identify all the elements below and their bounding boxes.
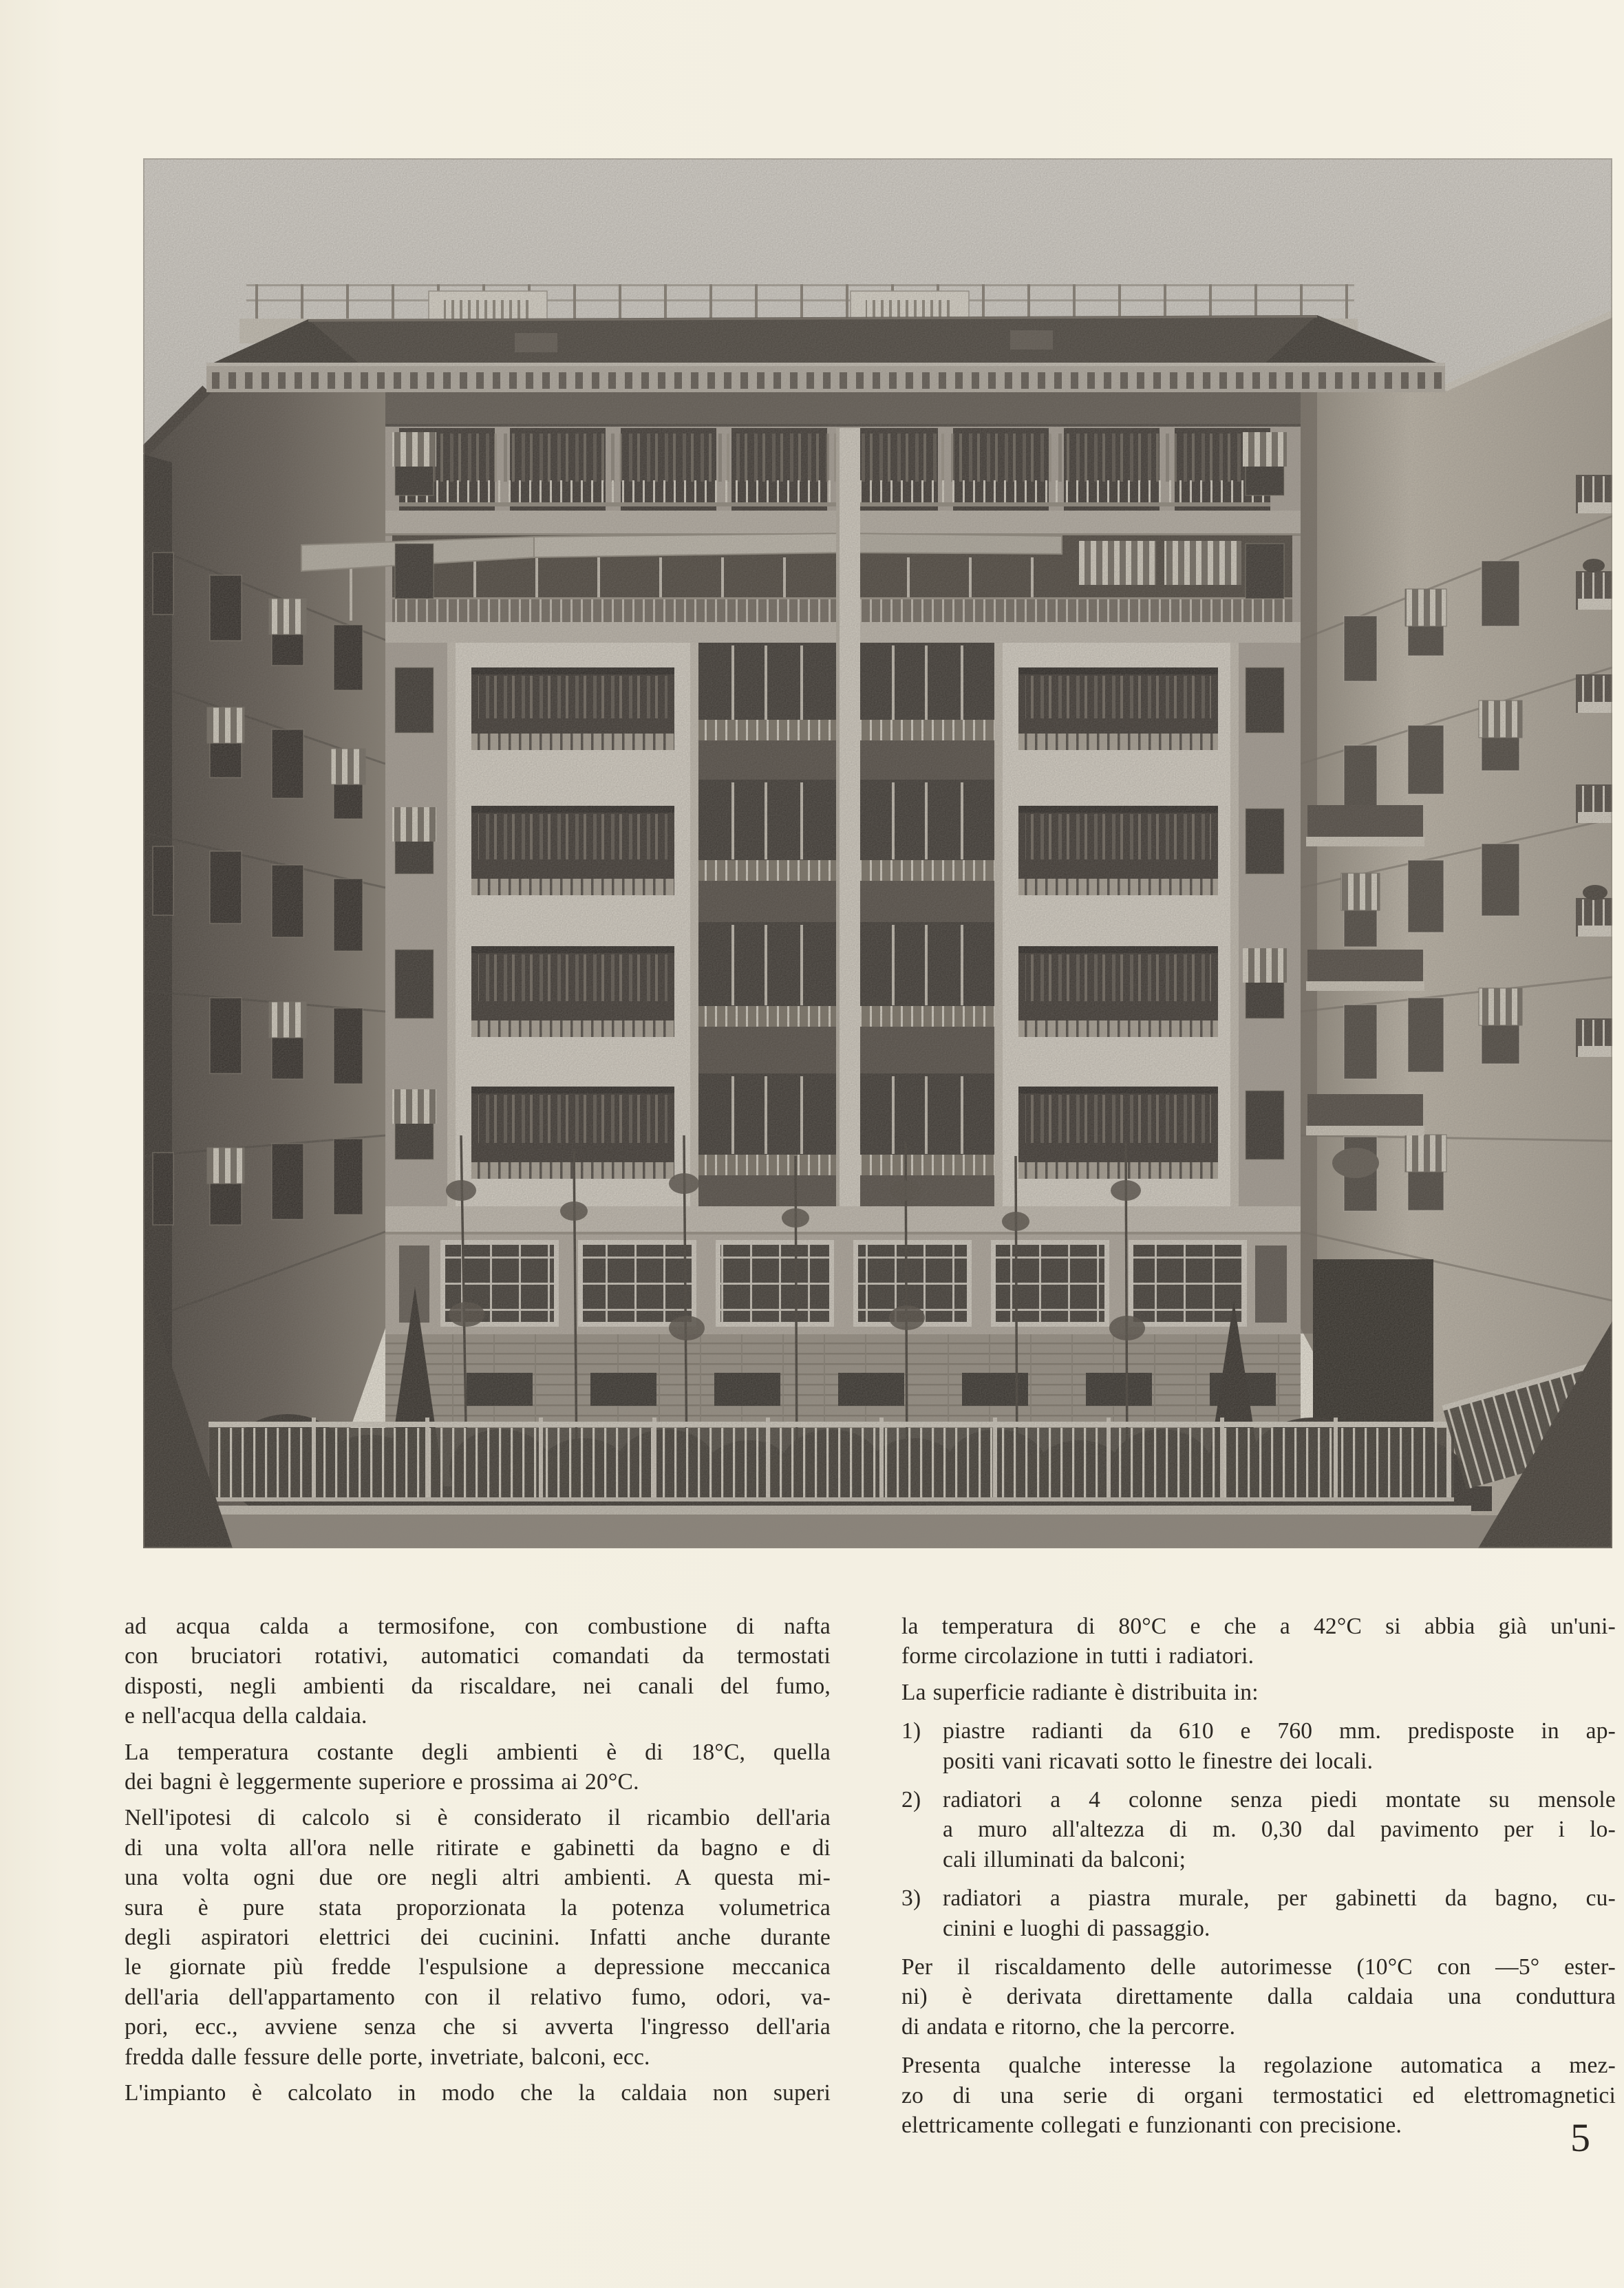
list-item <box>901 1716 1616 1776</box>
paragraph <box>901 1678 1616 1707</box>
paragraph <box>901 1952 1616 2042</box>
photo-grain <box>143 158 1612 1548</box>
paragraph <box>901 1612 1616 1671</box>
photo-figure <box>143 158 1612 1548</box>
text-line: cali illuminati da balconi; <box>943 1846 1186 1872</box>
paragraph <box>125 1738 831 1797</box>
text-line: Per il riscaldamento delle autorimesse (10°C con —5° ester- <box>901 1954 1616 1980</box>
text-line: ni) è derivata direttamente dalla caldaia una conduttura <box>901 1984 1616 2010</box>
text-line: L'impianto è calcolato in modo che la caldaia non superi <box>125 2080 831 2106</box>
text-line: La superficie radiante è distribuita in: <box>901 1679 1259 1705</box>
list-item-marker: 2) <box>901 1787 921 1813</box>
text-line: ad acqua calda a termosifone, con combustione di nafta <box>125 1614 831 1639</box>
text-line: disposti, negli ambienti da riscaldare, nei canali del fumo, <box>125 1673 831 1699</box>
text-line: elettricamente collegati e funzionanti con precisione. <box>901 2113 1402 2139</box>
text-line: radiatori a piastra murale, per gabinetti da bagno, cu- <box>943 1885 1616 1912</box>
list-item-text <box>943 1785 1616 1874</box>
text-line: di andata e ritorno, che la percorre. <box>901 2013 1236 2040</box>
text-line: dell'aria dell'appartamento con il relativo fumo, odori, va- <box>125 1984 831 2010</box>
text-line: fredda dalle fessure delle porte, invetriate, balconi, ecc. <box>125 2044 650 2070</box>
text-column-left <box>125 1612 831 2108</box>
page-number: 5 <box>1570 2115 1590 2160</box>
text-line: cinini e luoghi di passaggio. <box>943 1915 1210 1941</box>
text-line: la temperatura di 80°C e che a 42°C si abbia già un'uni- <box>901 1614 1616 1639</box>
paragraph <box>901 2051 1616 2140</box>
text-line: zo di una serie di organi termostatici ed elettromagnetici <box>901 2082 1616 2108</box>
courtyard-photo <box>143 158 1612 1548</box>
text-line: dei bagni è leggermente superiore e prossima ai 20°C. <box>125 1769 639 1795</box>
text-line: Presenta qualche interesse la regolazione automatica a mez- <box>901 2053 1616 2079</box>
list-item-text <box>943 1883 1616 1943</box>
text-line: pori, ecc., avviene senza che si avverta l'ingresso dell'aria <box>125 2014 831 2040</box>
text-line: forme circolazione in tutti i radiatori. <box>901 1643 1254 1669</box>
text-line: Nell'ipotesi di calcolo si è considerato il ricambio dell'aria <box>125 1805 831 1831</box>
text-line: con bruciatori rotativi, automatici comandati da termostati <box>125 1643 831 1669</box>
text-line: positi vani ricavati sotto le finestre dei locali. <box>943 1748 1374 1774</box>
list-item <box>901 1785 1616 1874</box>
text-line: degli aspiratori elettrici dei cucinini. Infatti anche durante <box>125 1925 831 1951</box>
paragraph <box>125 2078 831 2108</box>
text-line: le giornate più fredde l'espulsione a depressione meccanica <box>125 1954 831 1980</box>
text-column-right <box>901 1612 1616 2141</box>
paragraph <box>125 1803 831 2072</box>
text-line: La temperatura costante degli ambienti è di 18°C, quella <box>125 1739 831 1765</box>
list-item-marker: 3) <box>901 1885 921 1912</box>
text-line: a muro all'altezza di m. 0,30 dal pavimento per i lo- <box>943 1817 1616 1843</box>
paragraph <box>125 1612 831 1731</box>
list-item-marker: 1) <box>901 1718 921 1744</box>
text-line: una volta ogni due ore negli altri ambienti. A questa mi- <box>125 1865 831 1891</box>
text-line: e nell'acqua della caldaia. <box>125 1703 367 1729</box>
text-line: piastre radianti da 610 e 760 mm. predisposte in ap- <box>943 1718 1616 1744</box>
list-item <box>901 1883 1616 1943</box>
text-line: radiatori a 4 colonne senza piedi montate su mensole <box>943 1787 1616 1813</box>
text-line: di una volta all'ora nelle ritirate e gabinetti da bagno e di <box>125 1835 831 1861</box>
list-item-text <box>943 1716 1616 1776</box>
text-line: sura è pure stata proporzionata la potenza volumetrica <box>125 1894 831 1921</box>
